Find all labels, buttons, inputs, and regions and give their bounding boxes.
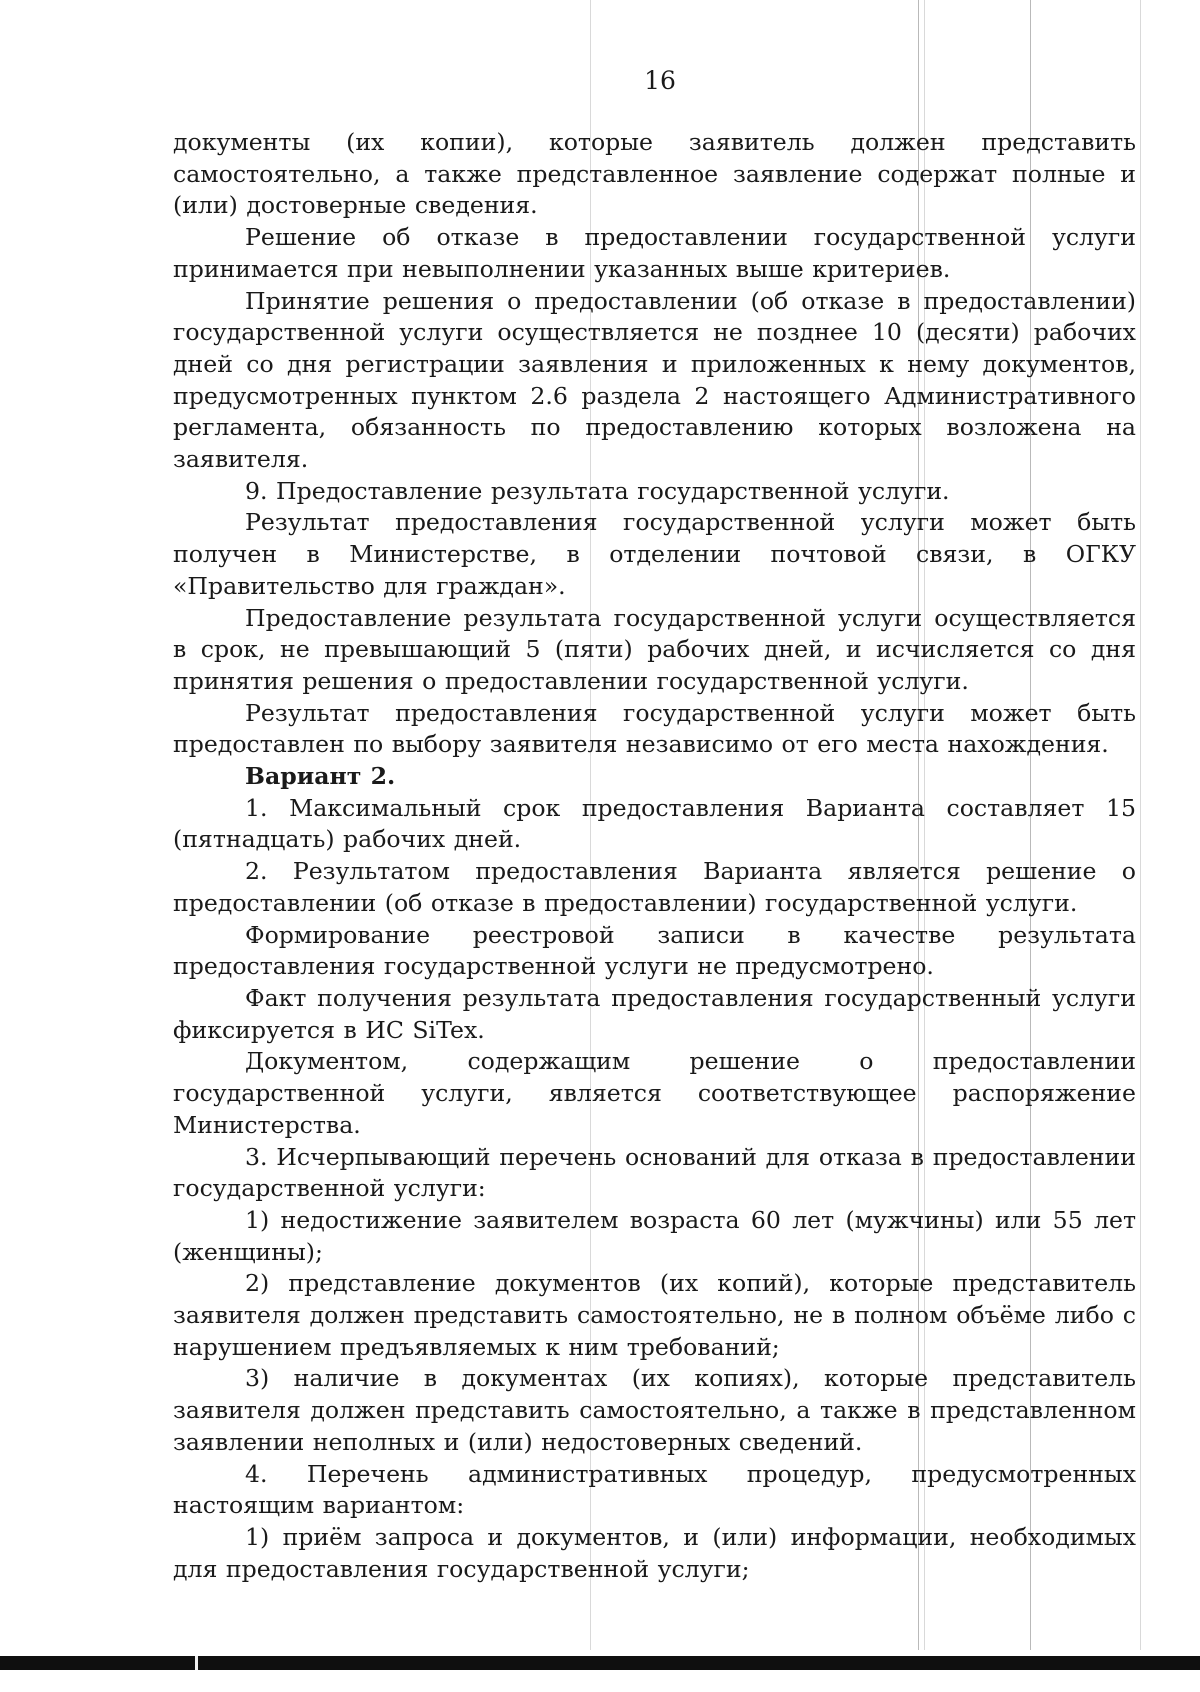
paragraph: документы (их копии), которые заявитель должен представить самостоятельно, а также представленное заявление содержат полные и (или) достоверные сведения. xyxy=(173,128,1136,220)
paragraph: Результат предоставления государственной услуги может быть получен в Министерстве, в отделении почтовой связи, в ОГКУ «Правительство для граждан». xyxy=(173,508,1136,600)
paragraph: Формирование реестровой записи в качестве результата предоставления государственной услуги не предусмотрено. xyxy=(173,920,1136,981)
list-item: 2. Результатом предоставления Варианта является решение о предоставлении (об отказе в предоставлении) государственной услуги. xyxy=(173,857,1136,917)
list-item: 4. Перечень административных процедур, предусмотренных настоящим вариантом: xyxy=(173,1459,1136,1520)
list-item: 1. Максимальный срок предоставления Варианта составляет 15 (пятнадцать) рабочих дней. xyxy=(173,793,1136,854)
document-body xyxy=(173,127,1136,1585)
list-item: 3. Исчерпывающий перечень оснований для отказа в предоставлении государственной услуги: xyxy=(173,1142,1136,1203)
paragraph: Решение об отказе в предоставлении государственной услуги принимается при невыполнении указанных выше критериев. xyxy=(173,223,1136,283)
section-heading: 9. Предоставление результата государственной услуги. xyxy=(245,476,950,505)
paragraph: Результат предоставления государственной услуги может быть предоставлен по выбору заявителя независимо от его места нахождения. xyxy=(173,698,1136,759)
paragraph: Принятие решения о предоставлении (об отказе в предоставлении) государственной услуги осуществляется не позднее 10 (десяти) рабочих дней со дня регистрации заявления и приложенных к нему документов, предусмотренных пунктом 2.6 раздела 2 настоящего Административного регламента, обязанность по предоставлению которых возложена на заявителя. xyxy=(173,286,1136,474)
paragraph: Факт получения результата предоставления государственный услуги фиксируется в ИС SiTex. xyxy=(173,983,1136,1044)
sub-list-item: 2) представление документов (их копий), которые представитель заявителя должен представить самостоятельно, не в полном объёме либо с нарушением предъявляемых к ним требований; xyxy=(173,1269,1136,1361)
sub-list-item: 1) недостижение заявителем возраста 60 лет (мужчины) или 55 лет (женщины); xyxy=(173,1205,1136,1266)
scan-artifact-line xyxy=(1140,0,1141,1650)
paragraph: Документом, содержащим решение о предоставлении государственной услуги, является соответствующее распоряжение Министерства. xyxy=(173,1047,1136,1139)
page-number: 16 xyxy=(644,66,676,95)
paragraph: Предоставление результата государственной услуги осуществляется в срок, не превышающий 5 (пяти) рабочих дней, и исчисляется со дня принятия решения о предоставлении государственной услуги. xyxy=(173,603,1136,695)
scan-bottom-edge-gap xyxy=(195,1656,198,1670)
scan-bottom-edge xyxy=(0,1656,1200,1670)
sub-list-item: 3) наличие в документах (их копиях), которые представитель заявителя должен представить самостоятельно, а также в представленном заявлении неполных и (или) недостоверных сведений. xyxy=(173,1364,1136,1456)
variant-heading: Вариант 2. xyxy=(245,762,396,791)
sub-list-item: 1) приём запроса и документов, и (или) информации, необходимых для предоставления государственной услуги; xyxy=(173,1522,1136,1583)
